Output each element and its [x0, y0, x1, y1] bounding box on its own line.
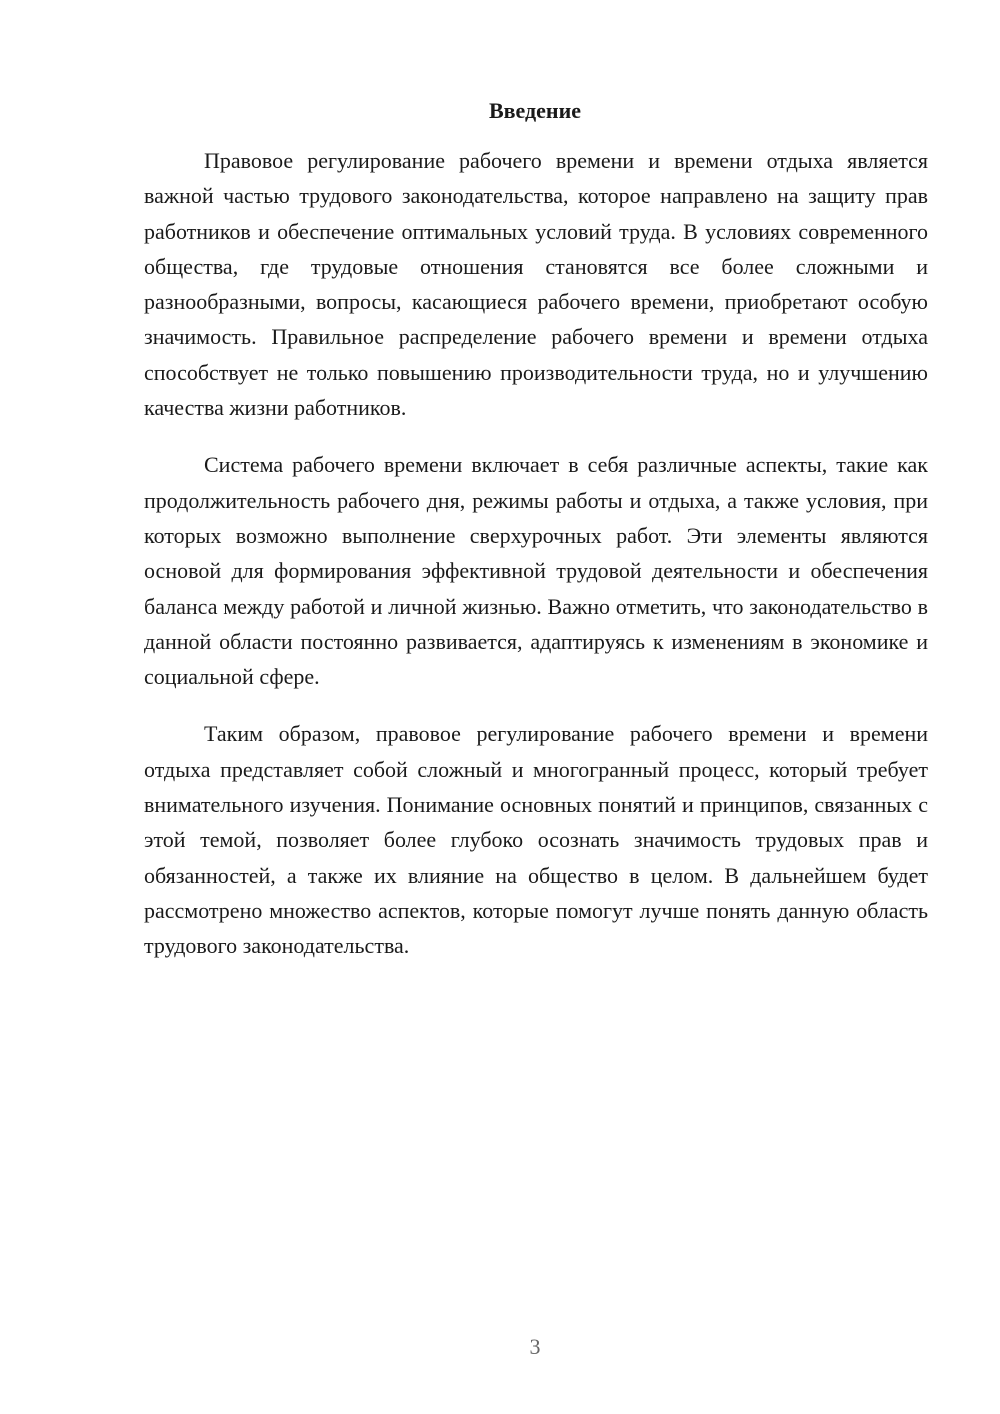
page-number: 3 — [529, 1334, 541, 1359]
section-title: Введение — [488, 98, 582, 123]
body-text — [144, 143, 928, 986]
paragraph-3: Таким образом, правовое регулирование рабочего времени и времени отдыха представляет собой сложный и многогранный процесс, который требует внимательного изучения. Понимание основных понятий и принципов, связанных с этой темой, позволяет более глубоко осознать значимость трудовых прав и обязанностей, а также их влияние на общество в целом. В дальнейшем будет рассмотрено множество аспектов, которые помогут лучше понять данную область трудового законодательства. — [144, 721, 928, 959]
paragraph-1: Правовое регулирование рабочего времени и времени отдыха является важной частью трудового законодательства, которое направлено на защиту прав работников и обеспечение оптимальных условий труда. В условиях современного общества, где трудовые отношения становятся все более сложными и разнообразными, вопросы, касающиеся рабочего времени, приобретают особую значимость. Правильное распределение рабочего времени и времени отдыха способствует не только повышению производительности труда, но и улучшению качества жизни работников. — [144, 148, 928, 421]
paragraph-2: Система рабочего времени включает в себя различные аспекты, такие как продолжительность рабочего дня, режимы работы и отдыха, а также условия, при которых возможно выполнение сверхурочных работ. Эти элементы являются основой для формирования эффективной трудовой деятельности и обеспечения баланса между работой и личной жизнью. Важно отметить, что законодательство в данной области постоянно развивается, адаптируясь к изменениям в экономике и социальной сфере. — [144, 452, 928, 690]
